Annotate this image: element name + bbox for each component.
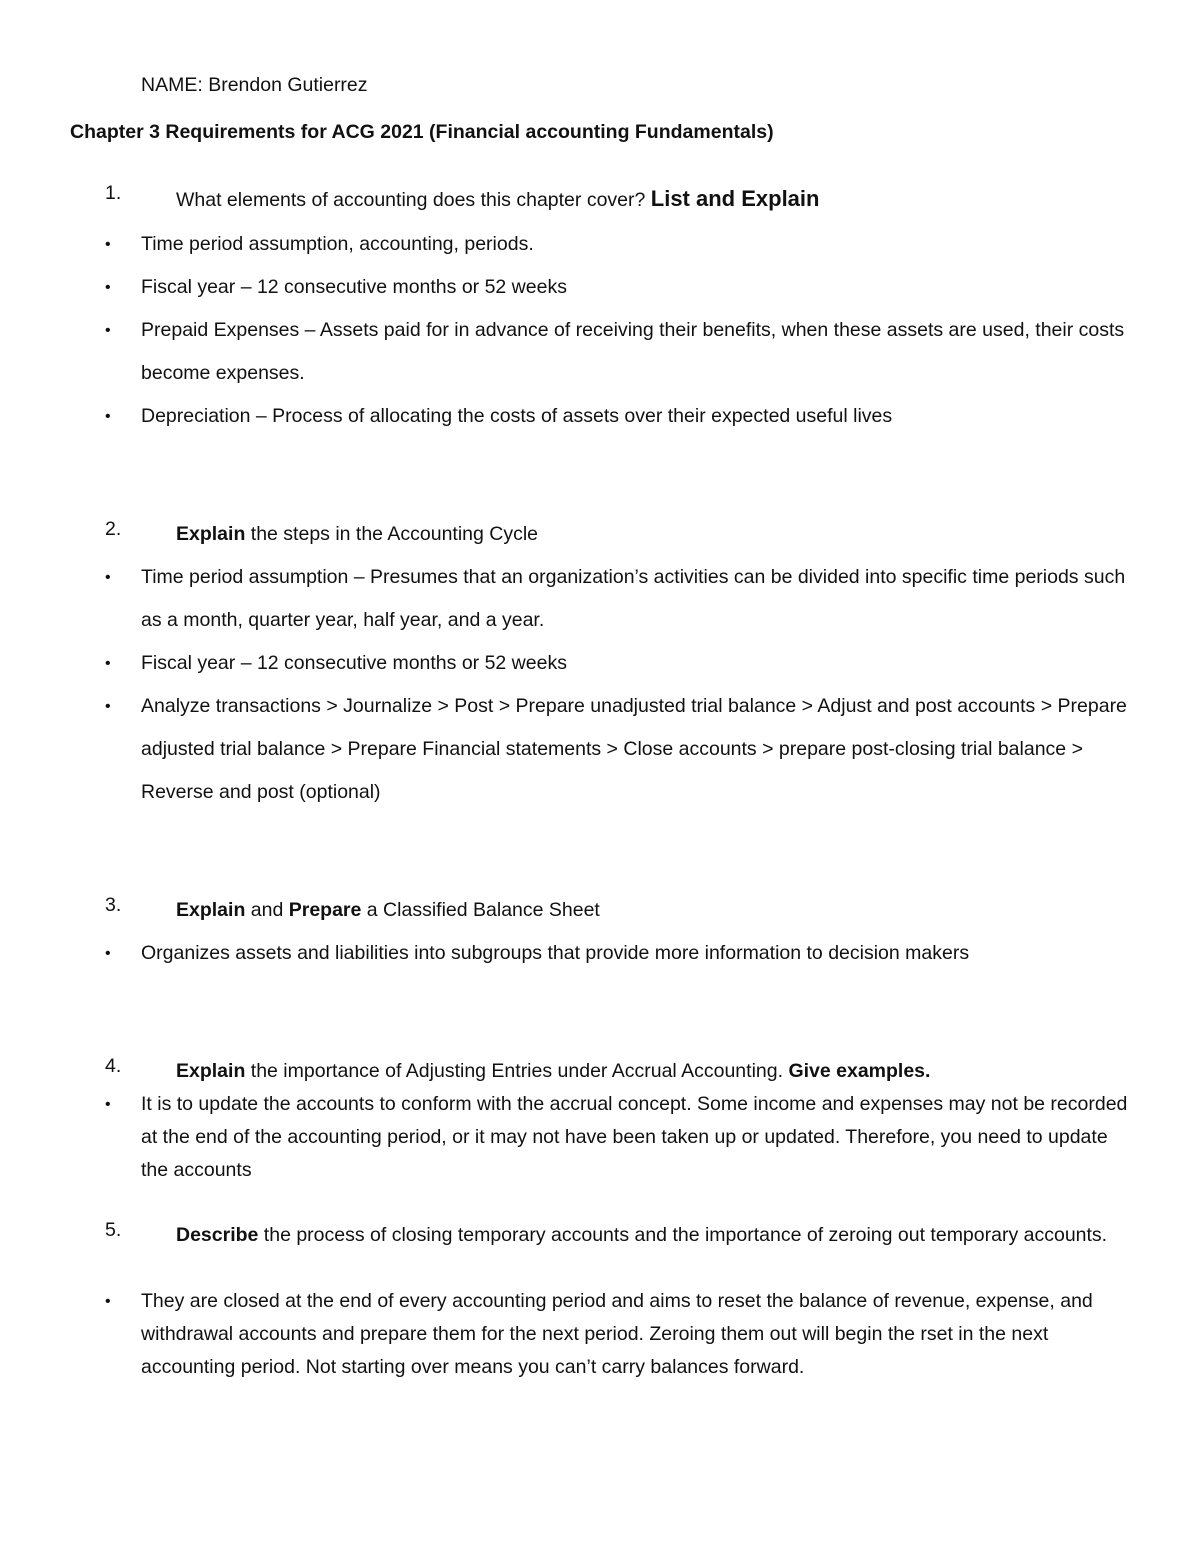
question-1 <box>105 182 1140 217</box>
list-item: • Fiscal year – 12 consecutive months or 52 weeks <box>105 642 1140 685</box>
list-item: • Fiscal year – 12 consecutive months or 52 weeks <box>105 266 1140 309</box>
bullet-icon: • <box>105 236 111 253</box>
list-item: • Organizes assets and liabilities into subgroups that provide more information to decision makers <box>105 932 1140 975</box>
answer-list-3 <box>105 932 1140 975</box>
answer-list-1 <box>105 223 1140 438</box>
student-name-line <box>141 74 368 97</box>
bullet-icon: • <box>105 279 111 296</box>
question-text: Explain the importance of Adjusting Entries under Accrual Accounting. Give examples. <box>176 1060 931 1082</box>
bullet-icon: • <box>105 945 111 962</box>
list-item: • Time period assumption, accounting, periods. <box>105 223 1140 266</box>
bullet-icon: • <box>105 322 111 339</box>
question-2 <box>105 518 1140 551</box>
document-title: Chapter 3 Requirements for ACG 2021 (Financial accounting Fundamentals) <box>70 121 774 143</box>
bullet-icon: • <box>105 698 111 715</box>
question-3 <box>105 894 1140 927</box>
bullet-icon: • <box>105 655 111 672</box>
list-item: • Analyze transactions > Journalize > Post > Prepare unadjusted trial balance > Adjust and post accounts > Prepare adjusted trial balance > Prepare Financial statements > Close accounts > prepare post-closing trial balance > Reverse and post (optional) <box>105 685 1140 814</box>
bullet-icon: • <box>105 569 111 586</box>
answer-list-5 <box>105 1285 1140 1384</box>
question-4 <box>105 1055 1140 1088</box>
list-item: • Depreciation – Process of allocating the costs of assets over their expected useful lives <box>105 395 1140 438</box>
bullet-icon: • <box>105 1096 111 1113</box>
question-number: 5. <box>105 1219 122 1241</box>
list-item: • They are closed at the end of every accounting period and aims to reset the balance of revenue, expense, and withdrawal accounts and prepare them for the next period. Zeroing them out will begin the rset in the next accounting period. Not starting over means you can’t carry balances forward. <box>105 1285 1140 1384</box>
list-item: • It is to update the accounts to conform with the accrual concept. Some income and expenses may not be recorded at the end of the accounting period, or it may not have been taken up or updated. Therefore, you need to update the accounts <box>105 1088 1140 1187</box>
question-text: Explain and Prepare a Classified Balance Sheet <box>176 899 600 921</box>
name-label: NAME: <box>141 74 203 96</box>
answer-list-2 <box>105 556 1140 814</box>
question-number: 4. <box>105 1055 122 1077</box>
question-5 <box>105 1219 1140 1252</box>
bullet-icon: • <box>105 1293 111 1310</box>
question-number: 1. <box>105 182 122 204</box>
list-item: • Prepaid Expenses – Assets paid for in advance of receiving their benefits, when these assets are used, their costs become expenses. <box>105 309 1140 395</box>
question-text: Describe the process of closing temporary accounts and the importance of zeroing out temporary accounts. <box>176 1224 1108 1246</box>
answer-list-4 <box>105 1088 1140 1187</box>
bullet-icon: • <box>105 408 111 425</box>
list-item: • Time period assumption – Presumes that an organization’s activities can be divided into specific time periods such as a month, quarter year, half year, and a year. <box>105 556 1140 642</box>
question-text: Explain the steps in the Accounting Cycle <box>176 523 539 545</box>
question-text: What elements of accounting does this chapter cover? List and Explain <box>176 186 820 211</box>
student-name: Brendon Gutierrez <box>208 74 368 96</box>
question-number: 3. <box>105 894 122 916</box>
question-number: 2. <box>105 518 122 540</box>
